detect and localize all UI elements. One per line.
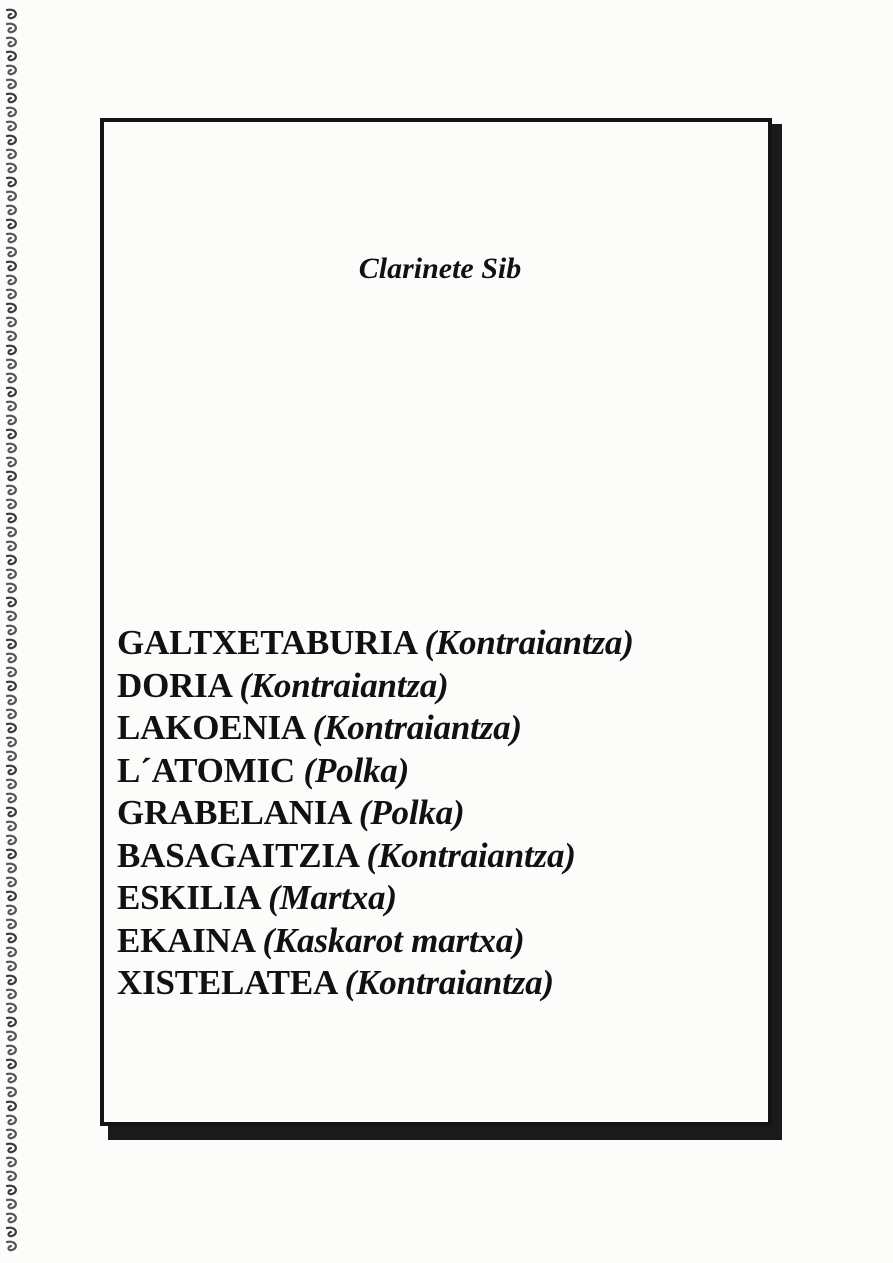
- spiral-coil: [7, 1088, 16, 1096]
- piece-type: (Polka): [303, 750, 410, 790]
- spiral-coil: [7, 234, 16, 242]
- spiral-coil: [7, 598, 16, 606]
- spiral-coil: [7, 1214, 16, 1222]
- spiral-coil: [7, 262, 16, 270]
- piece-title: GRABELANIA: [117, 793, 351, 832]
- spiral-coil: [7, 668, 16, 676]
- spiral-coil: [7, 780, 16, 788]
- spiral-coil: [7, 1242, 16, 1250]
- spiral-coil: [7, 976, 16, 984]
- spiral-coil: [7, 360, 16, 368]
- spiral-coil: [7, 1186, 16, 1194]
- spiral-coil: [7, 1130, 16, 1138]
- piece-item: [117, 622, 634, 665]
- spiral-coil: [7, 206, 16, 214]
- spiral-coil: [7, 108, 16, 116]
- piece-item: [117, 665, 634, 708]
- piece-title: L´ATOMIC: [117, 750, 295, 790]
- spiral-coil: [7, 66, 16, 74]
- spiral-coil: [7, 1046, 16, 1054]
- spiral-coil: [7, 724, 16, 732]
- piece-item: [117, 835, 634, 878]
- spiral-coil: [7, 304, 16, 312]
- spiral-coil: [7, 1032, 16, 1040]
- spiral-coil: [7, 1116, 16, 1124]
- piece-item: [117, 962, 634, 1005]
- spiral-coil: [7, 388, 16, 396]
- spiral-coil: [7, 332, 16, 340]
- spiral-coil: [7, 80, 16, 88]
- spiral-coil: [7, 346, 16, 354]
- instrument-title: Clarinete Sib: [358, 252, 522, 285]
- spiral-coil: [7, 486, 16, 494]
- spiral-coil: [7, 962, 16, 970]
- spiral-coil: [7, 276, 16, 284]
- spiral-coil: [7, 556, 16, 564]
- spiral-coil: [7, 38, 16, 46]
- spiral-coil: [7, 1074, 16, 1082]
- spiral-coil: [7, 416, 16, 424]
- spiral-coil: [7, 822, 16, 830]
- spiral-coil: [7, 794, 16, 802]
- spiral-coil: [7, 1060, 16, 1068]
- spiral-coil: [7, 892, 16, 900]
- spiral-coil: [7, 458, 16, 466]
- spiral-coil: [7, 528, 16, 536]
- spiral-coil: [7, 290, 16, 298]
- piece-item: [117, 877, 634, 920]
- spiral-coil: [7, 1200, 16, 1208]
- spiral-coil: [7, 766, 16, 774]
- piece-item: [117, 792, 634, 835]
- spiral-coil: [7, 150, 16, 158]
- spiral-coil: [7, 836, 16, 844]
- piece-type: (Kontraiantza): [239, 665, 449, 705]
- piece-title: DORIA: [117, 665, 231, 705]
- piece-type: (Martxa): [268, 878, 397, 917]
- piece-type: (Kaskarot martxa): [262, 920, 525, 960]
- piece-title: GALTXETABURIA: [117, 623, 416, 662]
- spiral-coil: [7, 1158, 16, 1166]
- piece-item: [117, 750, 634, 793]
- piece-title: XISTELATEA: [117, 963, 337, 1002]
- piece-title: BASAGAITZIA: [117, 835, 358, 875]
- spiral-coil: [7, 192, 16, 200]
- spiral-coil: [7, 1144, 16, 1152]
- spiral-coil: [7, 136, 16, 144]
- spiral-coil: [7, 52, 16, 60]
- spiral-coil: [7, 178, 16, 186]
- spiral-coil: [7, 612, 16, 620]
- spiral-coil: [7, 640, 16, 648]
- spiral-coil: [7, 654, 16, 662]
- spiral-coil: [7, 472, 16, 480]
- spiral-coil: [7, 1102, 16, 1110]
- piece-item: [117, 707, 634, 750]
- spiral-coil: [7, 430, 16, 438]
- spiral-coil: [7, 850, 16, 858]
- spiral-coil: [7, 1172, 16, 1180]
- spiral-coil: [7, 1228, 16, 1236]
- piece-type: (Kontraiantza): [312, 708, 522, 747]
- spiral-coil: [7, 514, 16, 522]
- spiral-coil: [7, 906, 16, 914]
- spiral-coil: [7, 374, 16, 382]
- spiral-coil: [7, 990, 16, 998]
- spiral-coil: [7, 696, 16, 704]
- spiral-binding-icon: [2, 6, 24, 1256]
- piece-type: (Kontraiantza): [424, 623, 634, 662]
- spiral-coil: [7, 164, 16, 172]
- spiral-coil: [7, 10, 16, 18]
- spiral-coil: [7, 934, 16, 942]
- piece-item: [117, 920, 634, 963]
- spiral-coil: [7, 122, 16, 130]
- spiral-coil: [7, 626, 16, 634]
- spiral-coil: [7, 318, 16, 326]
- spiral-coil: [7, 682, 16, 690]
- spiral-coil: [7, 920, 16, 928]
- spiral-coil: [7, 1004, 16, 1012]
- piece-type: (Polka): [358, 793, 465, 832]
- spiral-coil: [7, 570, 16, 578]
- spiral-coil: [7, 738, 16, 746]
- piece-title: LAKOENIA: [117, 708, 305, 747]
- spiral-coil: [7, 24, 16, 32]
- piece-list: [117, 622, 634, 1005]
- piece-type: (Kontraiantza): [344, 963, 554, 1002]
- spiral-coil: [7, 500, 16, 508]
- spiral-coil: [7, 94, 16, 102]
- spiral-coil: [7, 878, 16, 886]
- spiral-coil: [7, 808, 16, 816]
- spiral-coil: [7, 402, 16, 410]
- spiral-coil: [7, 542, 16, 550]
- spiral-coil: [7, 248, 16, 256]
- piece-type: (Kontraiantza): [366, 835, 576, 875]
- spiral-coil: [7, 1018, 16, 1026]
- spiral-coil: [7, 444, 16, 452]
- piece-title: EKAINA: [117, 920, 254, 960]
- spiral-coil: [7, 220, 16, 228]
- spiral-coil: [7, 752, 16, 760]
- piece-title: ESKILIA: [117, 878, 260, 917]
- spiral-coil: [7, 584, 16, 592]
- spiral-coil: [7, 948, 16, 956]
- spiral-coil: [7, 710, 16, 718]
- spiral-coil: [7, 864, 16, 872]
